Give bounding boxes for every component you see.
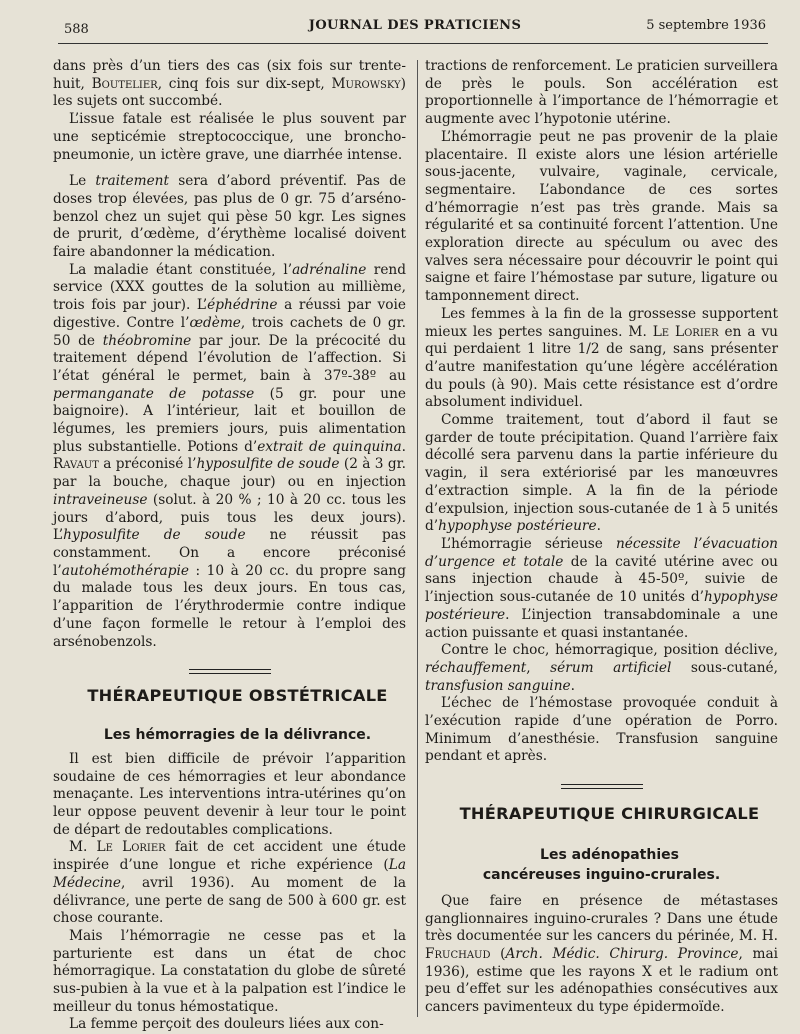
page-number: 588: [64, 22, 89, 37]
paragraph: Mais l’hémorragie ne cesse pas et la parturiente est dans un état de choc hémorragique. La constatation du globe de sûreté sus-pubien à la vue et à la palpation est l’indice le meilleur du tonus hémostatique.: [53, 927, 406, 1015]
section-title: THÉRAPEUTIQUE OBSTÉTRICALE: [87, 686, 388, 706]
paragraph: L’échec de l’hémostase provoquée conduit à l’exécution rapide d’une opération de Porro. Minimum d’anesthésie. Transfusion sanguine pendant et après.: [425, 695, 778, 765]
right-column: [425, 58, 778, 1017]
section-title: THÉRAPEUTIQUE CHIRURGICALE: [459, 804, 760, 824]
issue-date: 5 septembre 1936: [646, 18, 766, 33]
paragraph: Comme traitement, tout d’abord il faut se garder de toute précipitation. Quand l’arrière faix décollé sera parvenu dans la partie inférieure du vagin, il sera extériorisé par les manœuvres d’extraction simple. A la fin de la période d’expulsion, injection sous-cutanée de 1 à 5 unités d’hypophyse postérieure.: [425, 412, 778, 535]
paragraph: tractions de renforcement. Le praticien surveillera de près le pouls. Son accélération est proportionnelle à l’importance de l’hémorragie et augmente avec l’hypotonie utérine.: [425, 58, 778, 128]
paragraph: Que faire en présence de métastases ganglionnaires inguino-crurales ? Dans une étude très documentée sur les cancers du périnée, M. H. Fruchaud (Arch. Médic. Chirurg. Province, mai 1936), estime que les rayons X et le radium ont peu d’effet sur les adénopathies consécutives aux cancers pavimenteux du type épidermoïde.: [425, 892, 779, 1016]
paragraph: La femme perçoit des douleurs liées aux con-: [69, 1016, 384, 1033]
paragraph: Contre le choc, hémorragique, position déclive, réchauffement, sérum artificiel sous-cutané, transfusion sanguine.: [425, 642, 778, 694]
paragraph: M. Le Lorier fait de cet accident une étude inspirée d’une longue et riche expérience (La Médecine, avril 1936). Au moment de la délivrance, une perte de sang de 500 à 600 gr. est chose courante.: [53, 839, 406, 927]
paragraph: Le traitement sera d’abord préventif. Pas de doses trop élevées, pas plus de 0 gr. 75 d’arséno-benzol chez un sujet qui pèse 50 kgr. Les signes de prurit, d’œdème, d’érythème localisé doivent faire abandonner la médication.: [53, 173, 406, 261]
header-rule: [58, 43, 768, 44]
article-title: Les adénopathies cancéreuses inguino-crurales.: [482, 846, 721, 883]
paragraph: L’hémorragie sérieuse nécessite l’évacuation d’urgence et totale de la cavité utérine avec ou sans injection chaude à 45-50º, suivie de l’injection sous-cutanée de 10 unités d’hypophyse postérieure. L’injection transabdominale a une action puissante et quasi instantanée.: [425, 535, 778, 641]
paragraph: L’issue fatale est réalisée le plus souvent par une septicémie streptococcique, une broncho-pneumonie, un ictère grave, une diarrhée intense.: [53, 111, 406, 163]
paragraph: Les femmes à la fin de la grossesse supportent mieux les pertes sanguines. M. Le Lorier en a vu qui perdaient 1 litre 1/2 de sang, sans présenter d’autre manifestation qu’une légère accélération du pouls (à 90). Mais cette résistance est d’ordre absolument individuel.: [425, 305, 778, 411]
paragraph: L’hémorragie peut ne pas provenir de la plaie placentaire. Il existe alors une lésion artérielle sous-jacente, vulvaire, vaginale, cervicale, segmentaire. L’abondance de ces sortes d’hémorragie n’est pas très grande. Mais sa régularité et sa continuité forcent l’attention. Une exploration directe au spéculum ou avec des valves sera nécessaire pour découvrir le point qui saigne et faire l’hémostase par suture, ligature ou tamponnement direct.: [425, 128, 778, 305]
running-head: [64, 16, 766, 40]
paragraph: La maladie étant constituée, l’adrénaline rend service (XXX gouttes de la solution au millième, trois fois par jour). L’éphédrine a réussi par voie digestive. Contre l’œdème, trois cachets de 0 gr. 50 de théobromine par jour. De la précocité du traitement dépend l’évolution de l’affection. Si l’état général le permet, bain à 37º-38º au permanganate de potasse (5 gr. pour une baignoire). A l’intérieur, lait et bouillon de légumes, les premiers jours, puis alimentation plus substantielle. Potions d’extrait de quinquina. Ravaut a préconisé l’hyposulfite de soude (2 à 3 gr. par la bouche, chaque jour) ou en injection intraveineuse (solut. à 20 % ; 10 à 20 cc. tous les jours d’abord, puis tous les deux jours). L’hyposulfite de soude ne réussit pas constamment. On a encore préconisé l’autohémothérapie : 10 à 20 cc. du propre sang du malade tous les deux jours. En tous cas, l’apparition de l’érythrodermie contre indique d’une façon formelle le retour à l’emploi des arsénobenzols.: [53, 261, 407, 650]
article-title: Les hémorragies de la délivrance.: [103, 726, 372, 743]
paragraph: dans près d’un tiers des cas (six fois sur trente-huit, Boutelier, cinq fois sur dix-sept, Murowsky) les sujets ont succombé.: [53, 58, 406, 110]
paragraph: Il est bien difficile de prévoir l’apparition soudaine de ces hémorragies et leur abondance menaçante. Les interventions intra-utérines qu’on leur oppose peuvent devenir à leur tour le point de départ de redoutables complications.: [53, 750, 406, 838]
journal-title: JOURNAL DES PRATICIENS: [308, 18, 522, 33]
left-column: [53, 58, 406, 1034]
column-divider: [417, 60, 418, 1017]
